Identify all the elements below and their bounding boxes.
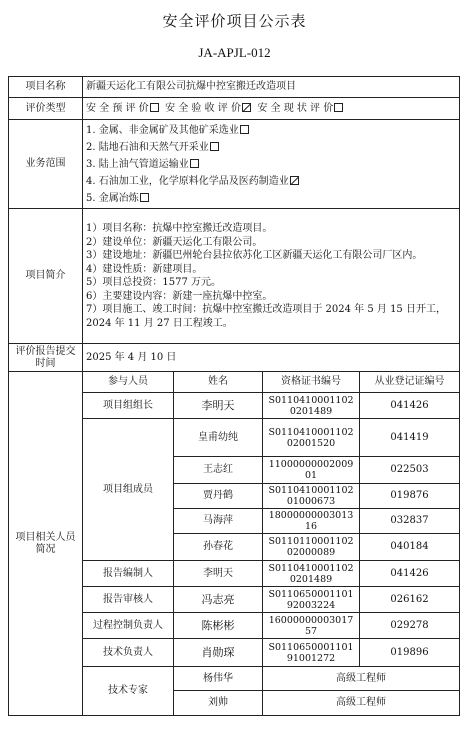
table-row: 项目组成员 皇甫幼纯 S0110410001102 02001520 041419 [9,419,460,457]
checkbox-icon[interactable] [334,103,343,112]
row-intro [9,209,460,344]
eval-type-option: 安 全 现 状 评 价 [257,103,343,114]
table-row: 刘帅 高级工程师 [9,691,460,716]
checkbox-icon[interactable] [190,159,199,168]
report-date-label: 评价报告提交时间 [9,344,83,372]
disclosure-table [8,76,460,716]
checkbox-icon[interactable] [240,125,249,134]
project-name-label: 项目名称 [9,77,83,98]
personnel-header-row [9,372,460,393]
intro-text: 1）项目名称：抗爆中控室搬迁改造项目。 2）建设单位：新疆天运化工有限公司。 3）建设地址：新疆巴州轮台县拉依苏化工区新疆天运化工有限公司厂区内。 4）建设性质：新建项目。 5）项目总投资：1577 万元。 6）主要建设内容：新建一座抗爆中控室。 7）项目施工、竣工时间：抗爆中控室搬迁改造项目于 2024 年 5 月 15 日开工，2024 年 11 月 27 日工程竣工。 [83,209,460,344]
eval-type-option: 安 全 验 收 评 价 [165,103,251,114]
row-project-name [9,77,460,98]
project-name-value: 新疆天运化工有限公司抗爆中控室搬迁改造项目 [83,77,460,98]
scope-item: 1. 金属、非金属矿及其他矿采选业 [86,122,456,139]
personnel-label: 项目相关人员简况 [9,372,83,716]
eval-type-option: 安 全 预 评 价 [86,103,159,114]
checkbox-icon[interactable] [210,142,219,151]
form-title: 安全评价项目公示表 [162,12,307,30]
checkbox-icon[interactable] [140,193,149,202]
scope-item: 4. 石油加工业，化学原料化学品及医药制造业 [86,173,456,190]
table-row: 报告编制人 李明天 S0110410001102 0201489 041426 [9,561,460,587]
form-code: JA-APJL-012 [198,45,271,60]
table-row: 贾丹鹤 S0110410001102 01000673 019876 [9,484,460,509]
intro-label: 项目简介 [9,209,83,344]
table-row: 过程控制负责人 陈彬彬 16000000003017 57 029278 [9,613,460,639]
eval-type-label: 评价类型 [9,98,83,120]
scope-item: 2. 陆地石油和天然气开采业 [86,139,456,156]
business-scope-list [83,120,460,209]
checkbox-icon[interactable] [150,103,159,112]
business-scope-label: 业务范围 [9,120,83,209]
checkbox-icon[interactable] [242,103,251,112]
report-date-value: 2025 年 4 月 10 日 [83,344,460,372]
table-row: 技术负责人 肖勋琛 S0110650001101 91001272 019896 [9,639,460,667]
members-role: 项目组成员 [83,419,174,561]
row-eval-type [9,98,460,120]
table-row: 报告审核人 冯志亮 S0110650001101 92003224 026162 [9,587,460,613]
header-reg: 从业登记证编号 [360,372,460,393]
row-business-scope [9,120,460,209]
row-report-date [9,344,460,372]
table-row: 马海萍 18000000003013 16 032837 [9,509,460,534]
table-row: 孙春花 S0110110001102 02000089 040184 [9,534,460,561]
checkbox-icon[interactable] [290,176,299,185]
header-name: 姓名 [174,372,263,393]
header-cert: 资格证书编号 [263,372,360,393]
eval-type-options [83,98,460,120]
header-role: 参与人员 [83,372,174,393]
experts-role: 技术专家 [83,667,174,716]
scope-item: 3. 陆上油气管道运输业 [86,156,456,173]
table-row: 王志红 11000000002009 01 022503 [9,457,460,484]
scope-item: 5. 金属冶炼 [86,190,456,207]
table-row: 项目组组长 李明天 S0110410001102 0201489 041426 [9,393,460,419]
table-row: 技术专家 杨伟华 高级工程师 [9,667,460,691]
